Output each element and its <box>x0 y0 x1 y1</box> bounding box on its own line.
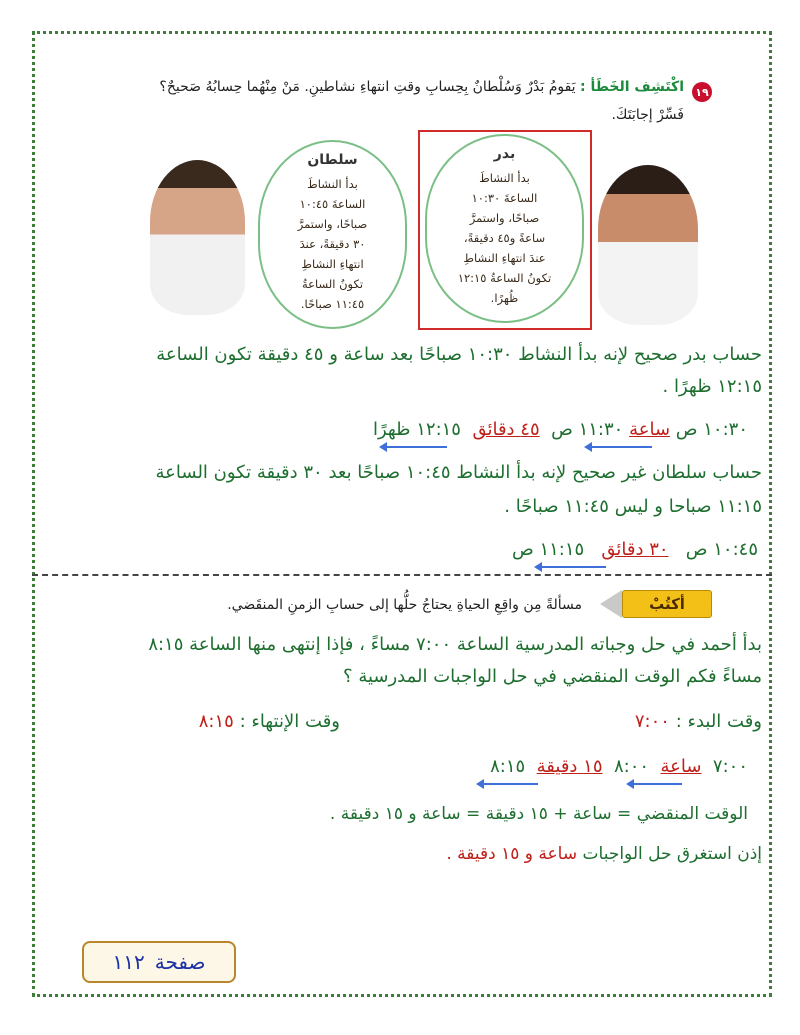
page-label: صفحة <box>154 950 206 974</box>
calc-start: ١٠:٤٥ ص <box>685 539 758 560</box>
answer1-line1: حساب بدر صحيح لإنه بدأ النشاط ١٠:٣٠ صباحًا بعد ساعة و ٤٥ دقيقة تكون الساعة <box>156 344 762 365</box>
arrow-icon <box>478 783 538 785</box>
bubble-line: ساعةً و٤٥ دقيقةً، <box>463 231 546 245</box>
calc-mid: ١١:٣٠ ص <box>551 419 624 440</box>
calc-start: ٧:٠٠ <box>712 756 748 777</box>
start-label: وقت البدء : <box>675 711 762 732</box>
answer2-calc <box>490 752 748 782</box>
bubble-line: ٣٠ دقيقةً، عندَ <box>299 237 366 251</box>
bubble-line: بدأ النشاطَ <box>479 171 530 185</box>
arrow-icon <box>586 446 652 448</box>
end-label: وقت الإنتهاء : <box>239 711 340 732</box>
bubble-line: الساعةَ ١٠:٤٥ <box>299 197 366 211</box>
write-label: أكتُبْ <box>622 590 712 618</box>
answer1-calc2 <box>512 535 758 565</box>
calc-step: ساعة <box>629 419 671 440</box>
question2-text: مسألةً مِن واقِعِ الحياةِ يحتاجُ حلُّها إلى حسابِ الزمنِ المنقَضي. <box>227 597 582 613</box>
question-text <box>84 76 684 98</box>
calc-step: ١٥ دقيقة <box>536 756 603 777</box>
bubble-line: صباحًا، واستمرَّ <box>469 211 540 225</box>
bubble-name: بدر <box>493 146 516 162</box>
calc-step: ٤٥ دقائق <box>472 419 540 440</box>
sultan-speech-bubble <box>258 140 407 329</box>
start-value: ٧:٠٠ <box>634 711 670 732</box>
end-time <box>199 707 340 737</box>
answer1-calc <box>373 415 748 445</box>
answer2-line1: بدأ أحمد في حل وجباته المدرسية الساعة ٧:٠٠ مساءً ، فإذا إنتهى منها الساعة ٨:١٥ <box>148 634 762 655</box>
arrow-icon <box>381 446 447 448</box>
question-text-2: فَسِّرْ إجابَتَكَ. <box>611 107 684 123</box>
badr-photo <box>598 165 698 325</box>
bubble-line: صباحًا، واستمرَّ <box>297 217 368 231</box>
start-time <box>635 707 762 737</box>
conclusion-prefix: إذن استغرق حل الواجبات <box>582 844 762 864</box>
bubble-line: ١١:٤٥ صباحًا. <box>300 297 365 311</box>
calc-step: ٣٠ دقائق <box>601 539 669 560</box>
bubble-line: انتهاءِ النشاطِ <box>301 257 364 271</box>
question-tag: اكْتَشِف الخَطَأ : <box>580 79 684 95</box>
question-number: ١٩ <box>692 82 712 102</box>
answer1-line2: ١٢:١٥ ظهرًا . <box>662 376 762 397</box>
calc-mid: ٨:٠٠ <box>613 756 650 777</box>
answer1-line3: حساب سلطان غير صحيح لإنه بدأ النشاط ١٠:٤٥ صباحًا بعد ٣٠ دقيقة تكون الساعة <box>155 462 762 483</box>
answer1-line4: ١١:١٥ صباحا و ليس ١١:٤٥ صباحًا . <box>504 496 762 517</box>
conclusion-value: ساعة و ١٥ دقيقة . <box>446 844 578 864</box>
bubble-line: عندَ انتهاءِ النشاطِ <box>463 251 546 265</box>
bubble-line: تكونُ الساعةُ ١٢:١٥ <box>457 271 552 285</box>
bubble-line: ظُهرًا. <box>490 291 519 305</box>
arrow-icon <box>628 783 682 785</box>
calc-start: ١٠:٣٠ ص <box>675 419 748 440</box>
calc-end: ١١:١٥ ص <box>511 539 585 560</box>
bubble-name: سلطان <box>307 152 358 168</box>
write-badge <box>600 590 712 618</box>
question-body: يَقومُ بَدْرٌ وَسُلْطانٌ بِحِسابِ وقتِ انتهاءِ نشاطينِ. مَنْ مِنْهُما حِسابُهُ صَحيحٌ؟ <box>159 79 576 95</box>
sultan-photo <box>150 160 245 315</box>
page-number-badge <box>82 941 236 983</box>
conclusion <box>446 840 762 869</box>
calc-end: ٨:١٥ <box>490 756 526 777</box>
arrow-icon <box>536 566 606 568</box>
calc-step: ساعة <box>660 756 702 777</box>
elapsed-time: الوقت المنقضي = ساعة + ١٥ دقيقة = ساعة و ١٥ دقيقة . <box>329 804 748 824</box>
bubble-line: بدأ النشاطَ <box>307 177 358 191</box>
section-divider <box>32 574 772 576</box>
bubble-line: تكونُ الساعةُ <box>301 277 364 291</box>
end-value: ٨:١٥ <box>198 711 234 732</box>
pencil-icon <box>600 590 622 618</box>
badr-speech-bubble <box>425 134 584 323</box>
answer2-line2: مساءً فكم الوقت المنقضي في حل الواجبات المدرسية ؟ <box>343 666 762 687</box>
calc-end: ١٢:١٥ ظهرًا <box>372 419 461 440</box>
page-number: ١١٢ <box>112 950 145 974</box>
bubble-line: الساعةَ ١٠:٣٠ <box>471 191 538 205</box>
